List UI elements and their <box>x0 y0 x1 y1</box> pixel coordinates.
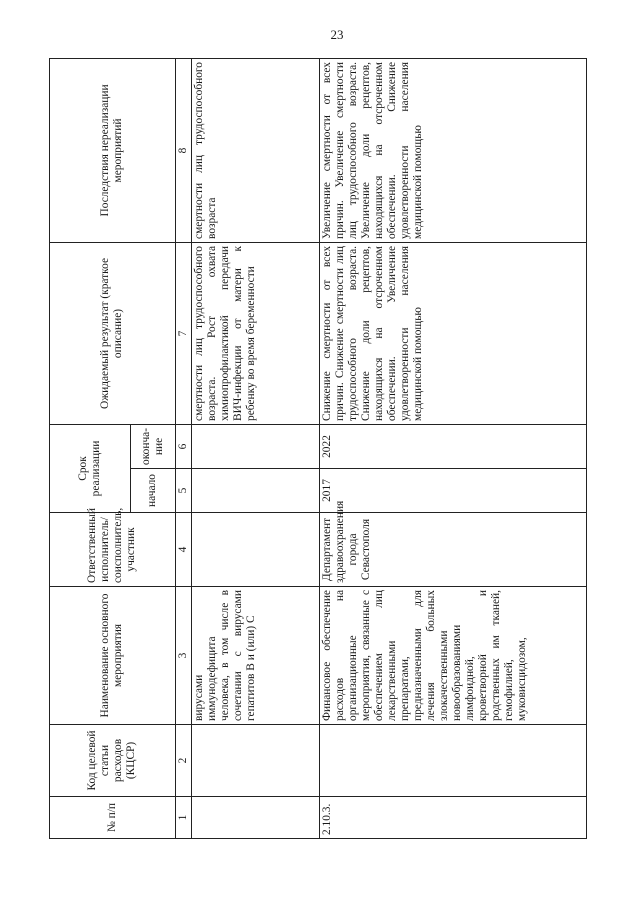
header-consequences: Последствия нереализации мероприятий <box>50 58 176 242</box>
column-number: 1 <box>175 797 192 839</box>
row-code <box>192 725 320 797</box>
column-number: 6 <box>175 424 192 468</box>
row-end <box>192 424 320 468</box>
column-number: 4 <box>175 513 192 587</box>
column-number: 2 <box>175 725 192 797</box>
header-period: Срок реализации <box>50 424 131 512</box>
column-number: 8 <box>175 58 192 242</box>
header-start: начало <box>130 469 175 513</box>
header-num: № п/п <box>50 797 176 839</box>
table-row <box>320 58 587 838</box>
row-consequences: Увеличение смертности от всех причин. Увеличение смертности лиц трудоспособного возраста. Увеличение доли рецептов, находящихся на отсроченном обеспечении. Снижение удовлетворенности населения медицинской помощью <box>320 58 587 242</box>
header-code: Код целевой статьи расходов (КЦСР) <box>50 725 176 797</box>
row-num: 2.10.3. <box>320 797 587 839</box>
row-expected-result: смертности лиц трудоспособного возраста. Рост охвата химиопрофилактикой передачи ВИЧ-инфекции от матери к ребенку во время беременности <box>192 242 320 424</box>
column-number: 5 <box>175 469 192 513</box>
row-measure-name: Финансовое обеспечение расходов на организационные мероприятия, связанные с обеспечением лиц лекарственными препаратами, предназначенными для лечения больных злокачественными новообразованиями лимфоидной, кроветворной и родственных им тканей, гемофилией, муковисцидозом, <box>320 587 587 725</box>
rotated-table-container <box>49 59 587 839</box>
row-consequences: смертности лиц трудоспособного возраста <box>192 58 320 242</box>
header-end: оконча-ние <box>130 424 175 468</box>
row-start: 2017 <box>320 469 587 513</box>
column-number: 3 <box>175 587 192 725</box>
measures-table <box>49 58 587 839</box>
header-name: Наименование основного мероприятия <box>50 587 176 725</box>
header-result: Ожидаемый результат (краткое описание) <box>50 242 176 424</box>
header-executor: Ответственный исполнитель/ соисполнитель, участник <box>50 513 176 587</box>
table-row <box>192 58 320 838</box>
row-end: 2022 <box>320 424 587 468</box>
row-executor: Департамент здравоохранения города Севастополя <box>320 513 587 587</box>
column-numbers-row <box>175 58 192 838</box>
column-number: 7 <box>175 242 192 424</box>
row-start <box>192 469 320 513</box>
page-number: 23 <box>330 27 344 42</box>
row-measure-name: вирусами иммунодефицита человека, в том числе в сочетании с вирусами гепатитов В и (или) С <box>192 587 320 725</box>
row-num <box>192 797 320 839</box>
rotated-table-frame <box>49 59 587 839</box>
row-expected-result: Снижение смертности от всех причин. Снижение смертности лиц трудоспособного возраста. Снижение доли рецептов, находящихся на отсроченном обеспечении. Увеличение удовлетворенности населения медицинской помощью <box>320 242 587 424</box>
row-code <box>320 725 587 797</box>
row-executor <box>192 513 320 587</box>
header-row <box>50 58 131 838</box>
